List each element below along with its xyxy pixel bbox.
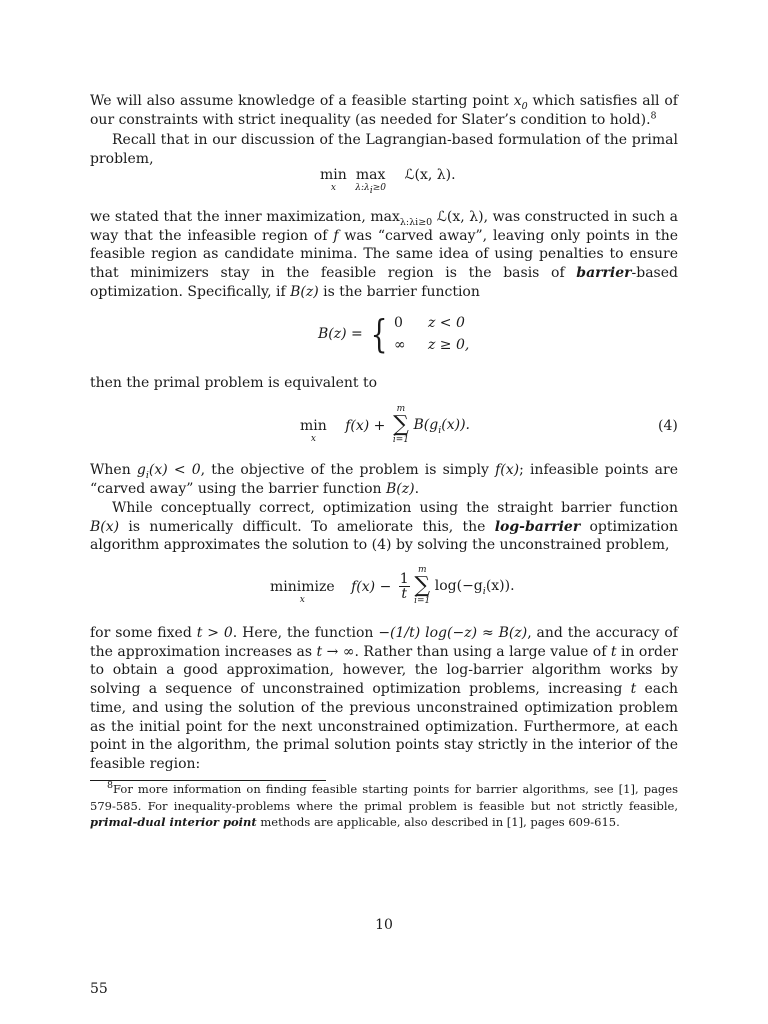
paragraph-log-barrier: While conceptually correct, optimization using the straight barrier function B(x) is numerically difficult. To ameliorate this, the log-barrier optimization algorithm approximates the solution to (4) by solving the unconstrained problem,: [90, 500, 679, 554]
footnote: $^8$For more information on finding feasible starting points for barrier algorithms, see [1], pages 579-585. For inequality-problems where the primal problem is feasible but not strictly feasible, primal-dual interior point methods are applicable, also described in [1], pages 609-615.: [90, 780, 678, 829]
page-number: 10: [375, 917, 393, 933]
equation-barrier-definition: B(z) = { 0 z < 0 ∞ z ≥ 0,: [318, 312, 470, 356]
paragraph-recall: Recall that in our discussion of the Lagrangian-based formulation of the primal problem,: [90, 132, 678, 167]
equation-log-barrier: minimize x f(x) − $\frac{1}{t}$ m ∑ i=1 $\log(-g_i(x))$.: [270, 565, 515, 606]
paragraph-inner-maximization: we stated that the inner maximization, $\max_{\lambda:\lambda i\ge 0}$ ℒ(x, λ), was constructed in such a way that the infeasible region of f was “carved away”, leaving only points in the feasible region as candidate minima. The same idea of using penalties to ensure that minimizers stay in the feasible region is the basis of barrier-based optimization. Specifically, if B(z) is the barrier function: [90, 209, 678, 300]
term-primal-dual: primal-dual interior point: [90, 815, 257, 829]
paragraph-objective-simple: When $g_i(x) < 0$, the objective of the problem is simply f(x); infeasible points are “carved away” using the barrier function B(z).: [90, 462, 678, 497]
equation-number: (4): [658, 418, 678, 434]
fraction-one-over-t: $\frac{1}{t}$: [399, 570, 409, 602]
term-log-barrier: log-barrier: [494, 518, 581, 535]
term-barrier: barrier: [576, 265, 632, 282]
summation-sign: m ∑ i=1: [392, 404, 410, 445]
left-brace: {: [370, 312, 388, 356]
math-max-inline: $\max_{\lambda:\lambda i\ge 0}$ ℒ(x, λ): [370, 209, 484, 228]
paragraph-fixed-t: for some fixed t > 0. Here, the function −(1/t) log(−z) ≈ B(z), and the accuracy of the approximation increases as t → ∞. Rather than using a large value of t in order to obtain a good approximation, however, the log-barrier algorithm works by solving a sequence of unconstrained optimization problems, increasing t each time, and using the solution of the previous unconstrained optimization problem as the initial point for the next unconstrained optimization. Furthermore, at each point in the algorithm, the primal solution points stay strictly in the interior of the feasible region:: [90, 625, 678, 772]
paragraph-equivalent: then the primal problem is equivalent to: [90, 375, 378, 391]
equation-lagrangian: min x max $\lambda:\lambda_i\ge 0$ ℒ(x, λ).: [320, 167, 456, 196]
footnote-number: 8: [107, 780, 114, 792]
margin-number: 55: [90, 981, 108, 997]
equation-primal-barrier: min x f(x) + m ∑ i=1 $B(g_i(x))$.: [300, 404, 470, 445]
footnote-mark: 8: [650, 110, 657, 122]
summation-sign: m ∑ i=1: [414, 565, 431, 606]
math-x0: $x_0$: [513, 93, 528, 112]
paragraph-feasible-start: We will also assume knowledge of a feasible starting point $x_0$ which satisfies all of our constraints with strict inequality (as needed for Slater’s condition to hold).$^8$: [90, 93, 678, 128]
